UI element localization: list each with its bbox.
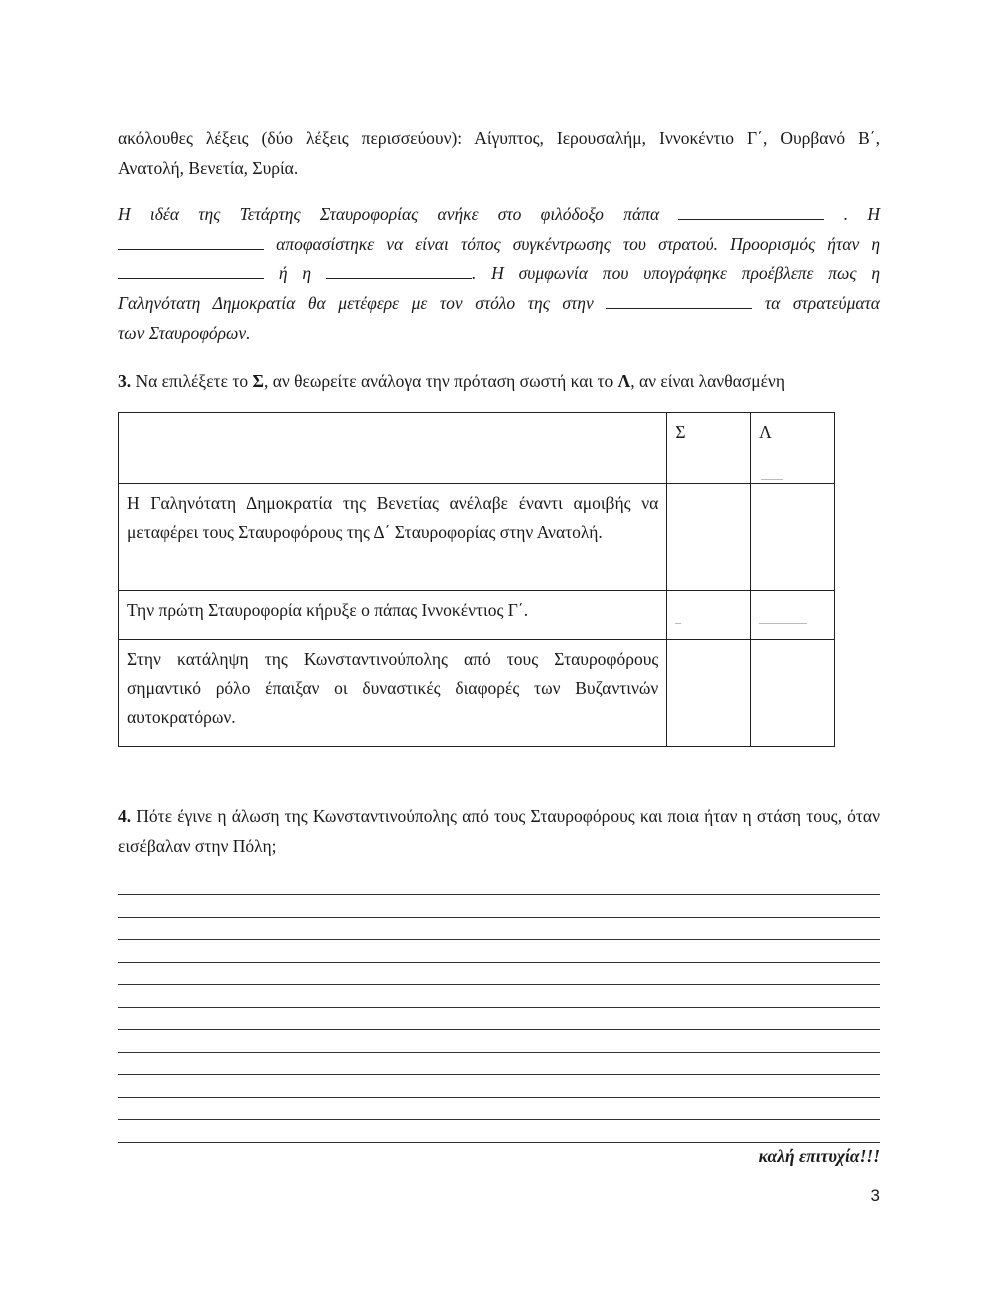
false-answer-cell[interactable]	[751, 640, 835, 747]
page-number: 3	[870, 1186, 880, 1205]
statement-cell: Η Γαληνότατη Δημοκρατία της Βενετίας ανέλαβε έναντι αμοιβής να μεταφέρει τους Σταυροφόρους της Δ΄ Σταυροφορίας στην Ανατολή.	[119, 484, 667, 591]
fill-text: Γαληνότατη Δημοκρατία θα μετέφερε με τον στόλο της στην	[118, 293, 594, 314]
answer-line[interactable]	[118, 984, 880, 985]
header-blank-cell	[119, 413, 667, 484]
blank-field[interactable]	[678, 202, 824, 220]
true-answer-cell[interactable]	[667, 640, 751, 747]
fill-text: Η ιδέα της Τετάρτης Σταυροφορίας ανήκε στο φιλόδοξο πάπα	[118, 204, 660, 224]
answer-line[interactable]	[118, 939, 880, 940]
intro-line-1: ακόλουθες λέξεις (δύο λέξεις περισσεύουν): Αίγυπτος, Ιερουσαλήμ, Ιννοκέντιο Γ΄, Ουρβανό Β΄,	[118, 128, 880, 148]
statement-cell: Την πρώτη Σταυροφορία κήρυξε ο πάπας Ιννοκέντιος Γ΄.	[119, 591, 667, 640]
answer-line[interactable]	[118, 1142, 880, 1143]
question-number: 3.	[118, 371, 132, 391]
fill-line-1	[118, 200, 880, 230]
fill-line-3	[118, 259, 880, 289]
header-true-cell	[667, 413, 751, 484]
answer-line[interactable]	[118, 1007, 880, 1008]
fill-text: ή η	[278, 263, 312, 284]
table-row	[119, 591, 835, 640]
lambda-label: Λ	[617, 371, 631, 391]
blank-field[interactable]	[326, 262, 472, 280]
fill-in-paragraph	[118, 200, 880, 349]
blank-field[interactable]	[118, 232, 264, 250]
table-header-row	[119, 413, 835, 484]
false-column-label: Λ	[759, 422, 772, 442]
fill-text: τα στρατεύματα	[764, 293, 880, 314]
blank-field[interactable]	[606, 291, 752, 309]
intro-paragraph	[118, 124, 880, 183]
question-text: , αν είναι λανθασμένη	[630, 371, 785, 391]
header-false-cell	[751, 413, 835, 484]
true-false-table	[118, 412, 835, 747]
answer-line[interactable]	[118, 1052, 880, 1053]
fill-text: . Η	[843, 204, 881, 224]
faint-line	[759, 623, 807, 624]
answer-line[interactable]	[118, 1074, 880, 1075]
true-column-label: Σ	[675, 422, 686, 442]
sigma-label: Σ	[252, 371, 264, 391]
true-answer-cell[interactable]	[667, 591, 751, 640]
false-answer-cell[interactable]	[751, 591, 835, 640]
answer-line[interactable]	[118, 962, 880, 963]
question-3	[118, 367, 880, 397]
table-row	[119, 484, 835, 591]
intro-line-2: Ανατολή, Βενετία, Συρία.	[118, 157, 299, 178]
answer-line[interactable]	[118, 894, 880, 895]
faint-line	[761, 479, 783, 480]
faint-line	[675, 623, 681, 624]
answer-line[interactable]	[118, 1119, 880, 1120]
fill-text: . Η συμφωνία που υπογράφηκε προέβλεπε πως η	[471, 263, 881, 284]
answer-line[interactable]	[118, 1029, 880, 1030]
fill-line-2	[118, 230, 880, 260]
question-text: , αν θεωρείτε ανάλογα την πρόταση σωστή και το	[263, 371, 614, 391]
blank-field[interactable]	[118, 262, 264, 280]
question-text: Πότε έγινε η άλωση της Κωνσταντινούπολης από τους Σταυροφόρους και ποια ήταν η στάση τους, όταν εισέβαλαν στην Πόλη;	[118, 806, 880, 856]
true-answer-cell[interactable]	[667, 484, 751, 591]
fill-line-5: των Σταυροφόρων.	[118, 322, 251, 343]
table-row	[119, 640, 835, 747]
question-4	[118, 802, 880, 861]
question-text: Να επιλέξετε το	[135, 371, 249, 391]
statement-cell: Στην κατάληψη της Κωνσταντινούπολης από τους Σταυροφόρους σημαντικό ρόλο έπαιξαν οι δυναστικές διαφορές των Βυζαντινών αυτοκρατόρων.	[119, 640, 667, 747]
answer-line[interactable]	[118, 1097, 880, 1098]
answer-line[interactable]	[118, 917, 880, 918]
fill-text: αποφασίστηκε να είναι τόπος συγκέντρωσης του στρατού. Προορισμός ήταν η	[276, 233, 881, 254]
question-number: 4.	[118, 806, 132, 826]
fill-line-4	[118, 289, 880, 319]
closing-message: καλή επιτυχία!!!	[758, 1146, 880, 1166]
false-answer-cell[interactable]	[751, 484, 835, 591]
